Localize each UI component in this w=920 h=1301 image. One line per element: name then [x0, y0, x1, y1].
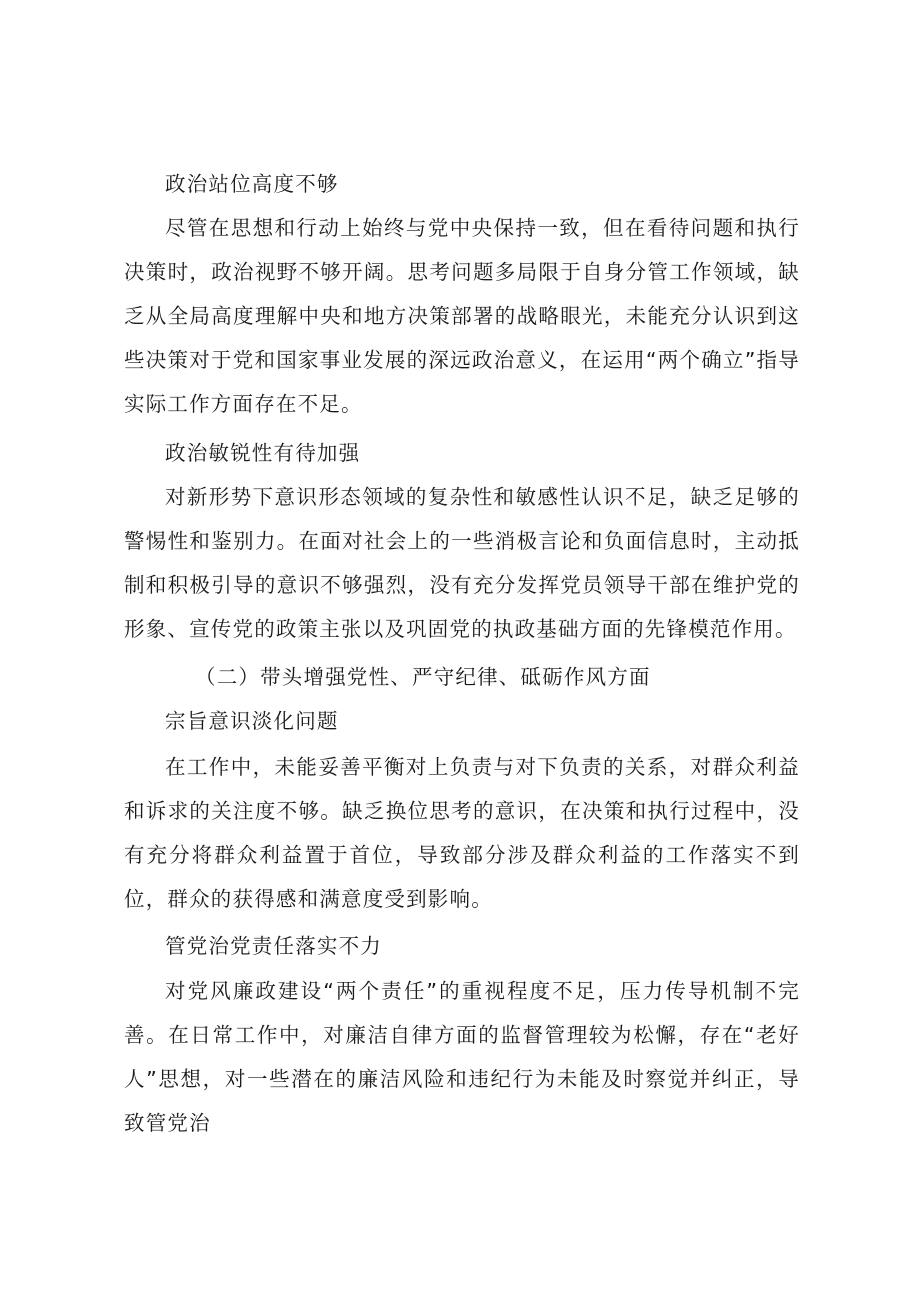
- heading-political-stance: 政治站位高度不够: [165, 172, 339, 196]
- heading-purpose-awareness: 宗旨意识淡化问题: [165, 709, 339, 733]
- heading-party-governance: 管党治党责任落实不力: [165, 934, 382, 958]
- paragraph-political-sensitivity: 对新形势下意识形态领域的复杂性和敏感性认识不足，缺乏足够的警惕性和鉴别力。在面对社会上的一些消极言论和负面信息时，主动抵制和积极引导的意识不够强烈，没有充分发挥党员领导干部在维护党的形象、宣传党的政策主张以及巩固党的执政基础方面的先锋模范作用。: [124, 485, 800, 641]
- paragraph-political-stance: 尽管在思想和行动上始终与党中央保持一致，但在看待问题和执行决策时，政治视野不够开阔。思考问题多局限于自身分管工作领域，缺乏从全局高度理解中央和地方决策部署的战略眼光，未能充分认识到这些决策对于党和国家事业发展的深远政治意义，在运用“两个确立”指导实际工作方面存在不足。: [124, 216, 800, 416]
- paragraph-purpose-awareness: 在工作中，未能妥善平衡对上负责与对下负责的关系，对群众利益和诉求的关注度不够。缺乏换位思考的意识，在决策和执行过程中，没有充分将群众利益置于首位，导致部分涉及群众利益的工作落实不到位，群众的获得感和满意度受到影响。: [124, 755, 800, 911]
- paragraph-party-governance: 对党风廉政建设“两个责任”的重视程度不足，压力传导机制不完善。在日常工作中，对廉洁自律方面的监督管理较为松懈，存在“老好人”思想，对一些潜在的廉洁风险和违纪行为未能及时察觉并纠正，导致管党治: [124, 979, 800, 1135]
- section-heading-party-spirit: （二）带头增强党性、严守纪律、砥砺作风方面: [195, 665, 651, 689]
- heading-political-sensitivity: 政治敏锐性有待加强: [165, 441, 361, 465]
